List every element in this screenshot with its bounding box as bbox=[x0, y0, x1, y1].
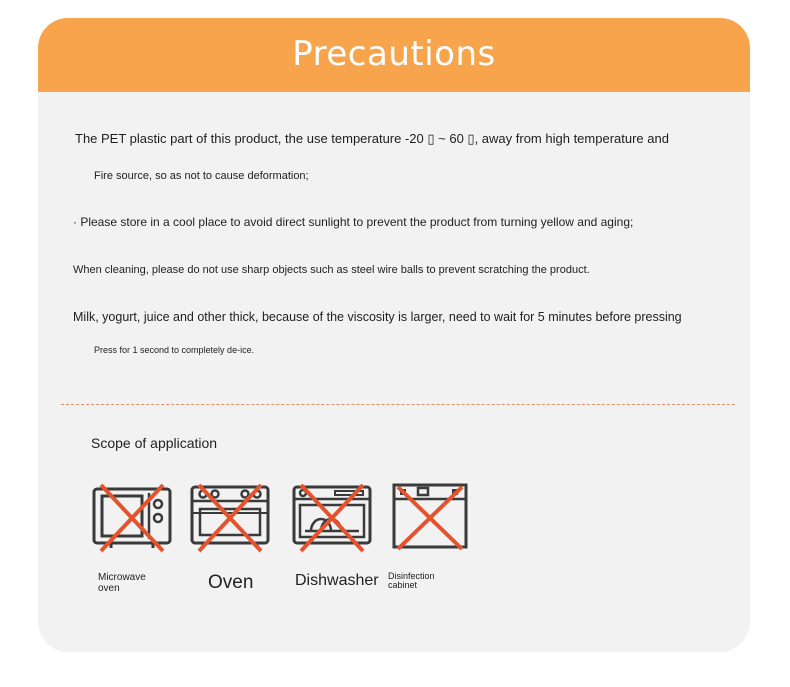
microwave-label: Microwave oven bbox=[98, 572, 146, 594]
precaution-line-5: Milk, yogurt, juice and other thick, because of the viscosity is larger, need to wait for 5 minutes before pressing bbox=[73, 310, 682, 324]
precaution-line-3: · Please store in a cool place to avoid direct sunlight to prevent the product from turning yellow and aging; bbox=[73, 215, 634, 229]
page-title: Precautions bbox=[292, 34, 496, 74]
disinfection-cabinet-label: Disinfection cabinet bbox=[388, 571, 435, 591]
precaution-line-4: When cleaning, please do not use sharp objects such as steel wire balls to prevent scratching the product. bbox=[73, 264, 590, 276]
header-bar bbox=[38, 18, 750, 92]
dishwasher-icon bbox=[291, 481, 373, 555]
scope-title: Scope of application bbox=[91, 435, 218, 451]
precaution-line-2: Fire source, so as not to cause deformation; bbox=[94, 170, 309, 182]
microwave-icon bbox=[91, 481, 173, 555]
precaution-line-6: Press for 1 second to completely de-ice. bbox=[94, 345, 255, 355]
dishwasher-label: Dishwasher bbox=[295, 572, 379, 589]
disinfection-cabinet-icon bbox=[390, 481, 472, 555]
precautions-card bbox=[38, 18, 750, 652]
oven-label: Oven bbox=[208, 572, 254, 593]
oven-icon bbox=[189, 481, 271, 555]
precaution-line-1: The PET plastic part of this product, the use temperature -20 ▯ ~ 60 ▯, away from high temperature and bbox=[75, 131, 669, 146]
section-divider bbox=[61, 404, 735, 405]
